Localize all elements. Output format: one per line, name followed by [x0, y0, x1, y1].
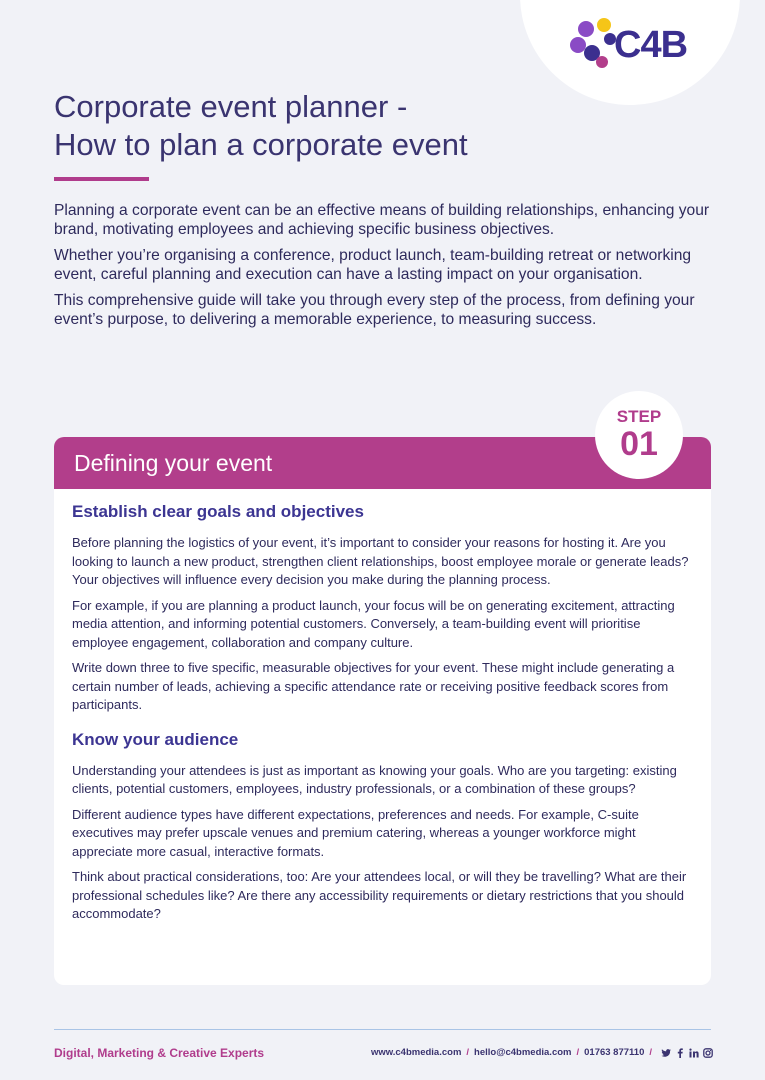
subsection-heading-goals: Establish clear goals and objectives: [72, 502, 364, 521]
phone-number: 01763 877110: [584, 1047, 645, 1058]
email-link[interactable]: hello@c4bmedia.com: [474, 1047, 572, 1058]
body-paragraph: Understanding your attendees is just as important as knowing your goals. Who are you targeting: existing clients, potential customers, employees, industry professionals, or a combination of these groups?: [72, 762, 677, 796]
website-link[interactable]: www.c4bmedia.com: [370, 1047, 462, 1058]
body-paragraph: For example, if you are planning a product launch, your focus will be on generating excitement, attracting media attention, and informing potential customers. Conversely, a team-building event will prioritise employee engagement, collaboration and company culture.: [72, 597, 675, 650]
intro-section: [54, 201, 714, 336]
body-paragraph: Write down three to five specific, measurable objectives for your event. These might include generating a certain number of leads, achieving a specific attendance rate or receiving positive feedback scores from participants.: [72, 660, 675, 712]
section-body: [54, 489, 711, 924]
step-number: 01: [620, 425, 658, 463]
body-paragraph: Before planning the logistics of your event, it’s important to consider your reasons for hosting it. Are you looking to launch a new product, strengthen client relationships, boost employee morale or generate leads? Your objectives will influence every decision you make during the planning process.: [72, 535, 689, 587]
footer-divider: [54, 1029, 711, 1030]
body-paragraph: Different audience types have different expectations, preferences and needs. For example, C-suite executives may prefer upscale venues and premium catering, whereas a younger workforce might appreciate more casual, interactive formats.: [72, 806, 639, 859]
facebook-icon[interactable]: [675, 1048, 685, 1058]
logo-wordmark: C4B: [614, 24, 688, 66]
footer-tagline: Digital, Marketing & Creative Experts: [54, 1046, 265, 1060]
section-heading: Defining your event: [54, 437, 711, 489]
footer-contacts: [371, 1047, 713, 1058]
section-card: [54, 437, 711, 985]
linkedin-icon[interactable]: [689, 1048, 699, 1058]
page-title-line-2: How to plan a corporate event: [54, 127, 468, 162]
intro-paragraph: Whether you’re organising a conference, product launch, team-building retreat or networking event, careful planning and execution can have a lasting impact on your organisation.: [54, 247, 692, 283]
step-badge: [595, 391, 683, 479]
step-label: STEP: [616, 407, 662, 426]
page-title-line-1: Corporate event planner -: [54, 89, 408, 124]
instagram-icon[interactable]: [703, 1048, 713, 1058]
separator: /: [466, 1047, 470, 1058]
page-title: [54, 88, 574, 164]
intro-paragraph: Planning a corporate event can be an effective means of building relationships, enhancing your brand, motivating employees and achieving specific business objectives.: [54, 202, 710, 238]
separator: /: [649, 1047, 652, 1058]
twitter-icon[interactable]: [661, 1048, 671, 1058]
title-underline: [54, 177, 149, 181]
body-paragraph: Think about practical considerations, too: Are your attendees local, or will they be travelling? What are their professional schedules like? Are there any accessibility requirements or dietary restrictions that you should accommodate?: [72, 869, 687, 921]
separator: /: [576, 1047, 580, 1058]
intro-paragraph: This comprehensive guide will take you through every step of the process, from defining your event’s purpose, to delivering a memorable experience, to measuring success.: [54, 292, 695, 328]
subsection-heading-audience: Know your audience: [72, 729, 239, 749]
